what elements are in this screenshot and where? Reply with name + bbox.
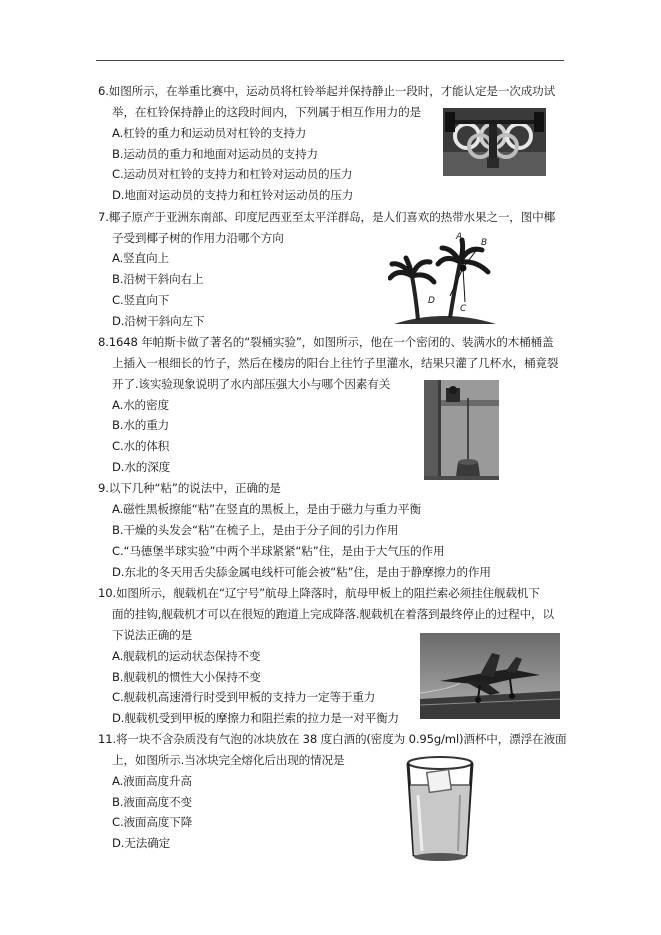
q6-stem-line-1: 6.如图所示，在举重比赛中，运动员将杠铃举起并保持静止一段时，才能认定是一次成功试: [98, 84, 556, 98]
q10-stem-line-2: 面的挂钩,舰载机才可以在很短的跑道上完成降落.舰载机在着落到最终停止的过程中，以: [112, 607, 554, 621]
barrel-experiment-photo: [424, 380, 499, 480]
header-rule: [96, 60, 564, 61]
q6-option-b: B.运动员的重力和地面对运动员的支持力: [112, 147, 318, 161]
q11-option-d: D.无法确定: [112, 836, 171, 850]
q9-option-d: D.东北的冬天用舌尖舔金属电线杆可能会被“粘”住，是由于静摩擦力的作用: [112, 565, 491, 579]
q7-option-c: C.竖直向下: [112, 293, 170, 307]
q8-stem-line-3: 开了.该实验现象说明了水内部压强大小与哪个因素有关: [112, 377, 391, 391]
q10-option-a: A.舰载机的运动状态保持不变: [112, 649, 261, 663]
q10-option-b: B.舰载机的惯性大小保持不变: [112, 670, 261, 684]
q8-option-d: D.水的深度: [112, 460, 171, 474]
q6-stem-line-2: 举，在杠铃保持静止的这段时间内，下列属于相互作用力的是: [112, 105, 421, 119]
q8-option-b: B.水的重力: [112, 418, 170, 432]
q8-stem-line-2: 上插入一根细长的竹子，然后在楼房的阳台上往竹子里灌水，结果只灌了几杯水，桶竟裂: [112, 356, 559, 370]
figure-label-c: C: [460, 304, 467, 314]
weightlifting-photo: [443, 108, 546, 176]
coconut-tree-figure: [388, 228, 500, 328]
figure-label-d: D: [428, 296, 435, 306]
q7-option-a: A.竖直向上: [112, 251, 169, 265]
ice-glass-photo: [400, 755, 480, 865]
q10-stem-line-1: 10.如图所示，舰载机在“辽宁号”航母上降落时，航母甲板上的阻拦索必须挂住舰载机下: [98, 586, 540, 600]
q8-stem-line-1: 8.1648 年帕斯卡做了著名的“裂桶实验”，如图所示，他在一个密闭的、装满水的木桶桶盖: [98, 335, 554, 349]
q10-option-c: C.舰载机高速滑行时受到甲板的支持力一定等于重力: [112, 690, 376, 704]
q10-option-d: D.舰载机受到甲板的摩擦力和阻拦索的拉力是一对平衡力: [112, 711, 399, 725]
q11-stem-line-2: 上，如图所示.当冰块完全熔化后出现的情况是: [112, 753, 345, 767]
q6-option-c: C.运动员对杠铃的支持力和杠铃对运动员的压力: [112, 167, 353, 181]
q11-option-c: C.液面高度下降: [112, 815, 193, 829]
q7-stem-line-1: 7.椰子原产于亚洲东南部、印度尼西亚至太平洋群岛，是人们喜欢的热带水果之一，图中椰: [98, 210, 556, 224]
q6-option-d: D.地面对运动员的支持力和杠铃对运动员的压力: [112, 188, 354, 202]
figure-label-b: B: [481, 238, 488, 248]
q9-option-c: C.“马德堡半球实验”中两个半球紧紧“粘”住，是由于大气压的作用: [112, 544, 445, 558]
q11-option-a: A.液面高度升高: [112, 774, 192, 788]
q11-option-b: B.液面高度不变: [112, 795, 193, 809]
q10-stem-line-3: 下说法正确的是: [112, 628, 193, 642]
figure-label-a: A: [456, 232, 463, 242]
q8-option-c: C.水的体积: [112, 439, 170, 453]
q11-stem-line-1: 11.将一块不含杂质没有气泡的冰块放在 38 度白酒的(密度为 0.95g/ml)酒杯中，漂浮在液面: [98, 732, 567, 746]
q6-option-a: A.杠铃的重力和运动员对杠铃的支持力: [112, 126, 307, 140]
q7-option-d: D.沿树干斜向左下: [112, 314, 205, 328]
q8-option-a: A.水的密度: [112, 398, 169, 412]
q7-stem-line-2: 子受到椰子树的作用力沿哪个方向: [112, 231, 284, 245]
q9-stem-line-1: 9.以下几种“粘”的说法中，正确的是: [98, 481, 281, 495]
q9-option-a: A.磁性黑板擦能“粘”在竖直的黑板上，是由于磁力与重力平衡: [112, 502, 421, 516]
q9-option-b: B.干燥的头发会“粘”在梳子上，是由于分子间的引力作用: [112, 523, 399, 537]
q7-option-b: B.沿树干斜向右上: [112, 272, 204, 286]
carrier-jet-photo: [420, 633, 560, 719]
